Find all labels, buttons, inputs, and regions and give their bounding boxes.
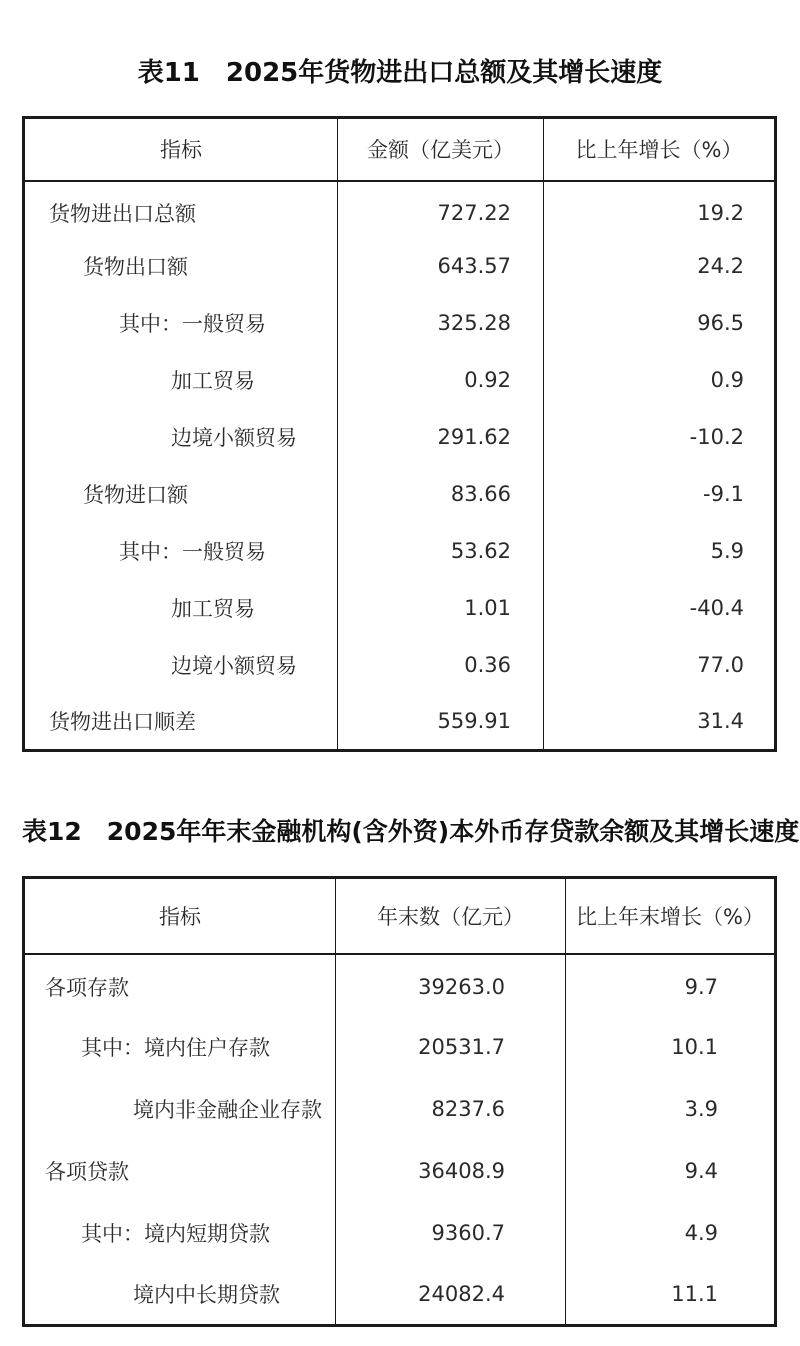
table-row (24, 580, 776, 637)
row-value: 53.62 (338, 523, 544, 580)
row-value: 325.28 (338, 295, 544, 352)
header-year-end: 年末数（亿元） (336, 878, 566, 954)
row-growth: 24.2 (697, 254, 744, 278)
row-growth: -9.1 (703, 482, 744, 506)
deposit-loan-table (22, 876, 777, 1327)
row-growth: 11.1 (671, 1281, 718, 1306)
table-row (24, 694, 776, 751)
header-growth: 比上年末增长（%） (566, 878, 776, 954)
row-growth: 0.9 (710, 368, 744, 392)
row-value: 36408.9 (336, 1140, 566, 1202)
header-indicator: 指标 (24, 118, 338, 181)
row-label: 境内中长期贷款 (24, 1264, 336, 1326)
table-row (24, 352, 776, 409)
row-label: 各项贷款 (24, 1140, 336, 1202)
row-label: 其中：一般贸易 (24, 523, 338, 580)
row-label: 境内非金融企业存款 (24, 1078, 336, 1140)
row-label: 其中：境内住户存款 (24, 1016, 336, 1078)
row-growth: 5.9 (710, 539, 744, 563)
row-growth: 9.7 (684, 975, 718, 999)
row-label: 各项存款 (24, 954, 336, 1016)
row-growth: 10.1 (671, 1034, 718, 1059)
table11-title: 表11 2025年货物进出口总额及其增长速度 (137, 58, 663, 88)
row-label: 其中：境内短期贷款 (24, 1202, 336, 1264)
table-row (24, 523, 776, 580)
row-label: 加工贸易 (24, 580, 338, 637)
row-growth: -40.4 (689, 596, 744, 620)
table-row (24, 181, 776, 238)
header-growth: 比上年增长（%） (544, 118, 776, 181)
row-value: 83.66 (338, 466, 544, 523)
table-row (24, 1264, 776, 1326)
row-value: 1.01 (338, 580, 544, 637)
header-indicator: 指标 (24, 878, 336, 954)
row-value: 8237.6 (336, 1078, 566, 1140)
row-growth: -10.2 (689, 425, 744, 449)
table-header-row (24, 878, 776, 954)
row-value: 0.92 (338, 352, 544, 409)
row-growth: 9.4 (684, 1158, 718, 1183)
table-row (24, 1016, 776, 1078)
row-label: 货物进出口顺差 (24, 694, 338, 751)
row-value: 643.57 (338, 238, 544, 295)
row-growth: 4.9 (684, 1220, 718, 1245)
table-row (24, 409, 776, 466)
row-growth: 19.2 (697, 200, 744, 225)
row-label: 其中：一般贸易 (24, 295, 338, 352)
row-value: 39263.0 (336, 954, 566, 1016)
row-growth: 31.4 (697, 709, 744, 734)
row-label: 货物出口额 (24, 238, 338, 295)
row-value: 727.22 (338, 181, 544, 238)
row-growth: 77.0 (697, 653, 744, 677)
row-label: 加工贸易 (24, 352, 338, 409)
table-row (24, 637, 776, 694)
row-value: 24082.4 (336, 1264, 566, 1326)
table-row (24, 466, 776, 523)
row-growth: 3.9 (684, 1096, 718, 1121)
table12-title: 表12 2025年年末金融机构(含外资)本外币存贷款余额及其增长速度 (22, 817, 800, 846)
row-value: 20531.7 (336, 1016, 566, 1078)
table-row (24, 238, 776, 295)
row-label: 货物进出口总额 (24, 181, 338, 238)
row-value: 291.62 (338, 409, 544, 466)
row-label: 边境小额贸易 (24, 409, 338, 466)
table-row (24, 295, 776, 352)
row-value: 0.36 (338, 637, 544, 694)
row-label: 货物进口额 (24, 466, 338, 523)
table-row (24, 1202, 776, 1264)
table-row (24, 1078, 776, 1140)
row-growth: 96.5 (697, 311, 744, 335)
row-label: 边境小额贸易 (24, 637, 338, 694)
table-header-row (24, 118, 776, 181)
table-row (24, 1140, 776, 1202)
row-value: 9360.7 (336, 1202, 566, 1264)
table-row (24, 954, 776, 1016)
trade-table (22, 116, 777, 752)
header-amount: 金额（亿美元） (338, 118, 544, 181)
row-value: 559.91 (338, 694, 544, 751)
